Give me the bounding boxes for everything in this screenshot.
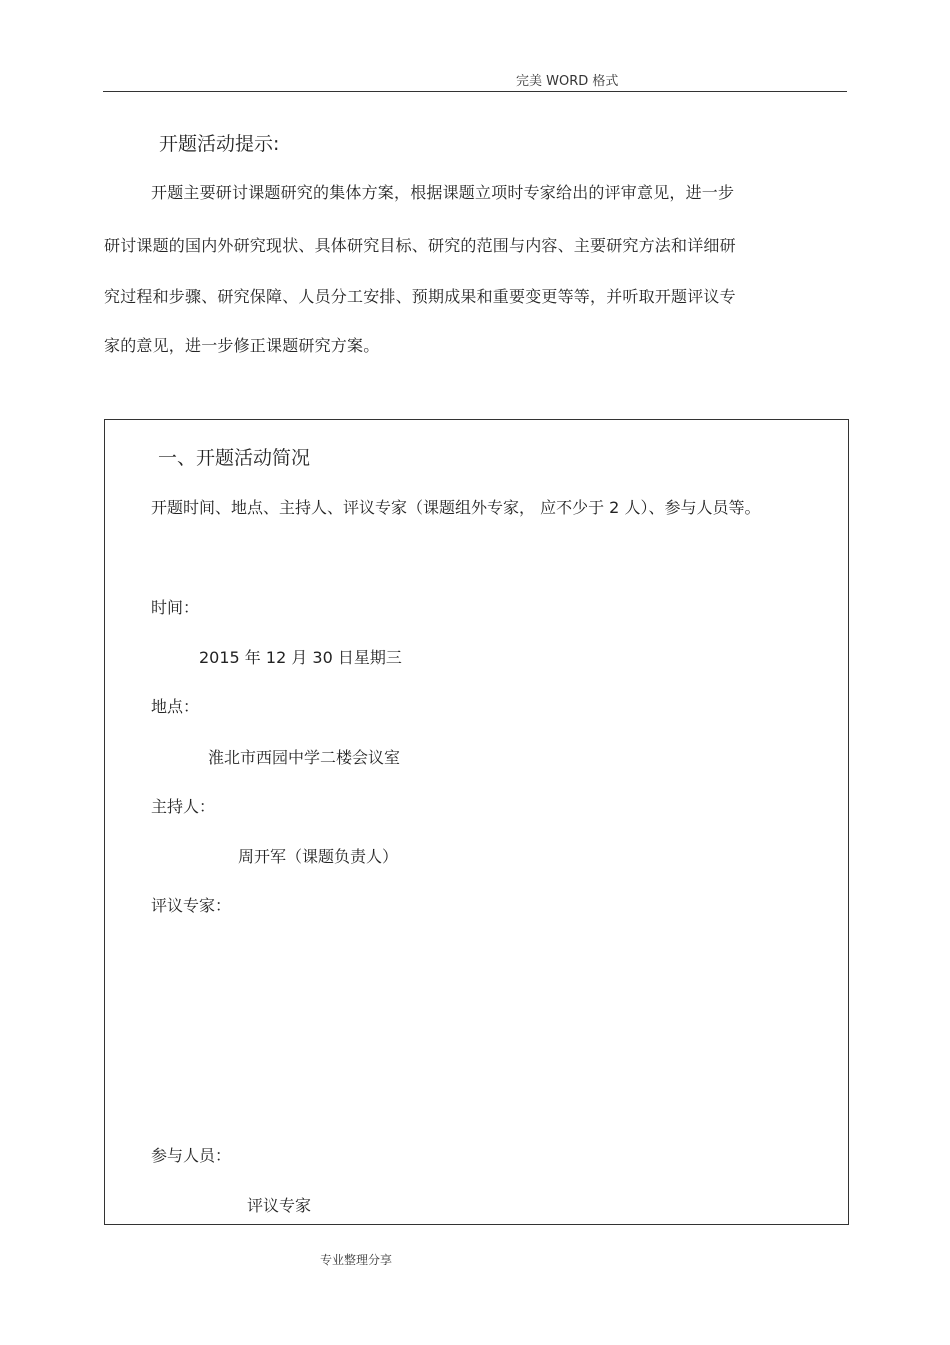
tips-paragraph-line-2: 研讨课题的国内外研究现状、具体研究目标、研究的范围与内容、主要研究方法和详细研 xyxy=(104,236,736,255)
place-label: 地点： xyxy=(151,697,200,716)
page-footer-text: 专业整理分享 xyxy=(320,1253,393,1267)
header-rule xyxy=(103,91,847,92)
participants-value: 评议专家 xyxy=(247,1196,312,1215)
page-header-text: 完美 WORD 格式 xyxy=(516,74,619,89)
tips-title: 开题活动提示: xyxy=(159,133,280,155)
place-value: 淮北市西园中学二楼会议室 xyxy=(208,748,401,767)
host-value: 周开军（课题负责人） xyxy=(238,847,399,866)
section-intro: 开题时间、地点、主持人、评议专家（课题组外专家， 应不少于 2 人）、参与人员等。 xyxy=(151,498,761,517)
activity-summary-box xyxy=(104,419,849,1225)
experts-label: 评议专家： xyxy=(151,896,232,915)
time-label: 时间： xyxy=(151,598,200,617)
participants-label: 参与人员： xyxy=(151,1146,232,1165)
tips-paragraph-line-3: 究过程和步骤、研究保障、人员分工安排、预期成果和重要变更等等，并听取开题评议专 xyxy=(104,287,736,306)
tips-paragraph-line-4: 家的意见，进一步修正课题研究方案。 xyxy=(104,336,380,355)
host-label: 主持人： xyxy=(151,797,216,816)
tips-paragraph-line-1: 开题主要研讨课题研究的集体方案，根据课题立项时专家给出的评审意见，进一步 xyxy=(151,183,735,202)
section-title: 一、开题活动简况 xyxy=(158,447,311,469)
time-value: 2015 年 12 月 30 日星期三 xyxy=(199,648,402,667)
